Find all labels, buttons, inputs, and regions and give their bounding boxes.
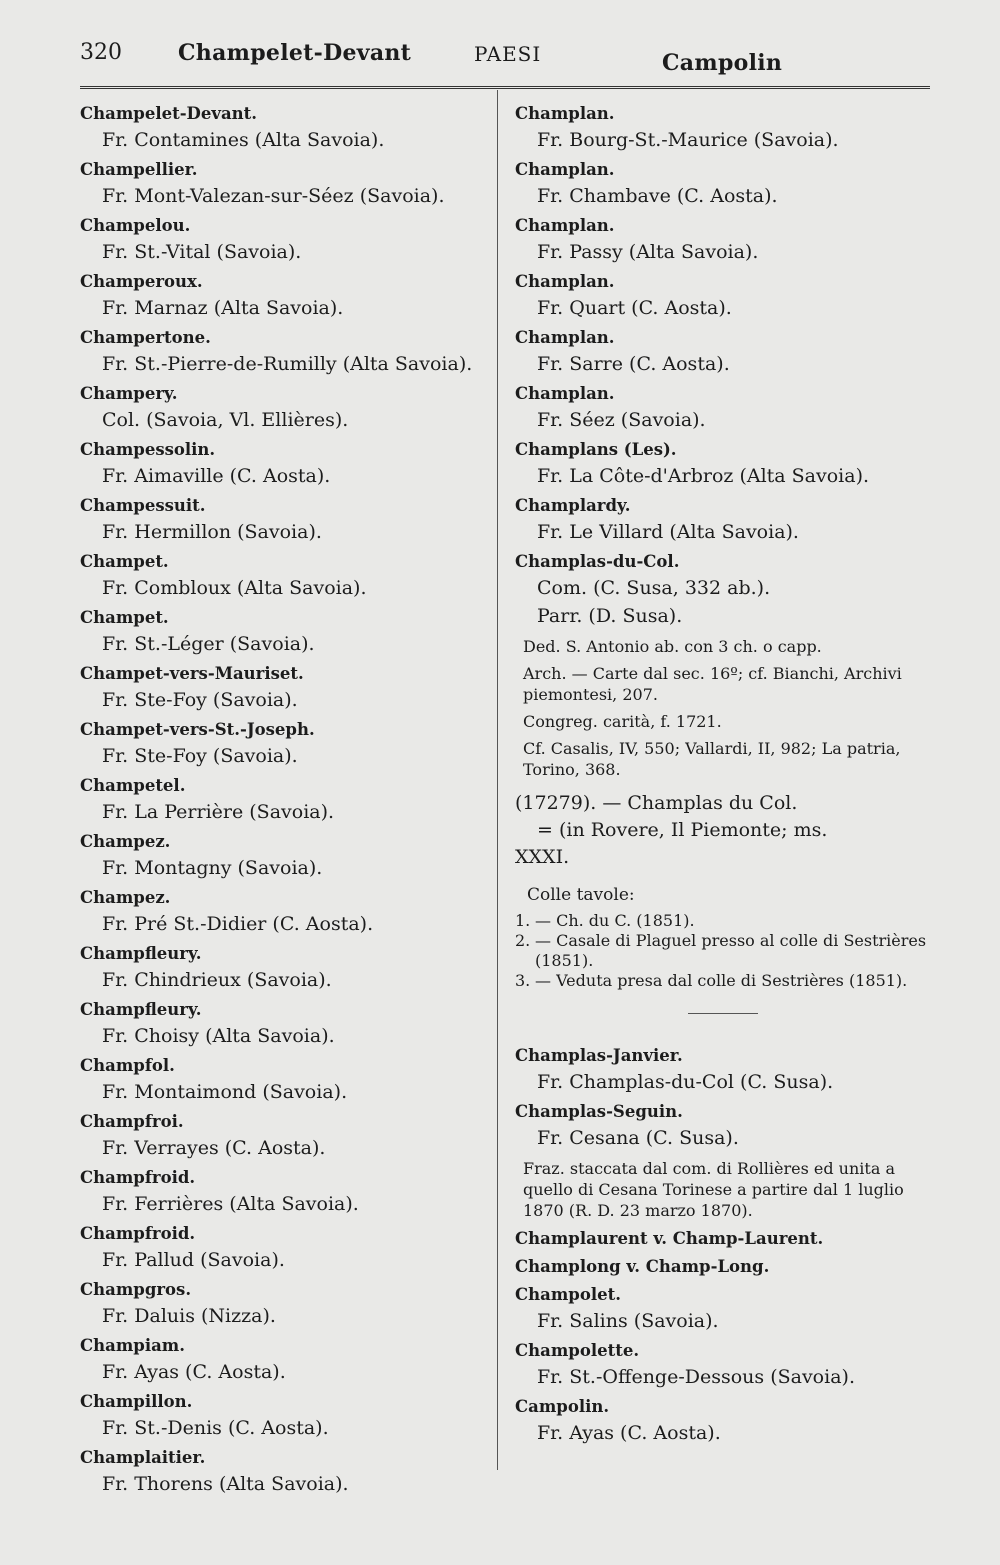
entry-name: Champetel.	[80, 776, 186, 795]
tavola-item	[515, 911, 930, 931]
entry-name: Champfroid.	[80, 1168, 196, 1187]
entry-name: Champlan.	[515, 384, 615, 403]
entry-name: Champellier.	[80, 160, 198, 179]
column-divider	[497, 90, 498, 1470]
entry-detail: Fr. Daluis (Nizza).	[102, 1305, 276, 1327]
gazetteer-entry	[80, 606, 495, 658]
gazetteer-entry	[80, 1222, 495, 1274]
gazetteer-entry	[80, 1446, 495, 1498]
gazetteer-entry	[515, 494, 930, 546]
entry-name: Champiam.	[80, 1336, 185, 1355]
gazetteer-entry	[80, 1334, 495, 1386]
right-column	[515, 102, 930, 1451]
entry-name: Champlong v. Champ-Long.	[515, 1257, 770, 1276]
gazetteer-entry	[515, 1339, 930, 1391]
tavola-text: — Casale di Plaguel presso al colle di Sestrières (1851).	[535, 931, 927, 970]
header-rule	[80, 86, 930, 89]
gazetteer-entry	[80, 214, 495, 266]
header-section-title: PAESI	[474, 42, 542, 66]
entry-detail: Fr. Ferrières (Alta Savoia).	[102, 1193, 359, 1215]
gazetteer-entry	[80, 942, 495, 994]
gazetteer-entry	[80, 550, 495, 602]
entry-detail: Fr. Hermillon (Savoia).	[102, 521, 322, 543]
gazetteer-entry	[515, 1044, 930, 1096]
entry-name: Champlas-Janvier.	[515, 1046, 683, 1065]
gazetteer-entry	[515, 382, 930, 434]
entry-detail: Fr. St.-Denis (C. Aosta).	[102, 1417, 329, 1439]
gazetteer-entry	[80, 102, 495, 154]
gazetteer-entry	[80, 158, 495, 210]
gazetteer-entry	[80, 1166, 495, 1218]
entry-name: Champelou.	[80, 216, 191, 235]
entry-name: Champet-vers-St.-Joseph.	[80, 720, 315, 739]
entry-detail: Fr. Choisy (Alta Savoia).	[102, 1025, 335, 1047]
entry-detail: Fr. Chambave (C. Aosta).	[537, 185, 778, 207]
gazetteer-entry	[515, 1227, 930, 1251]
reference-line: = (in Rovere, Il Piemonte; ms.	[537, 819, 828, 841]
gazetteer-entry	[80, 382, 495, 434]
entry-name: Champessolin.	[80, 440, 216, 459]
reference-line: XXXI.	[515, 846, 570, 868]
entry-note: Arch. — Carte dal sec. 16º; cf. Bianchi, Archivi piemontesi, 207.	[523, 664, 902, 704]
entry-name: Champfleury.	[80, 944, 202, 963]
entry-name: Champolette.	[515, 1341, 640, 1360]
gazetteer-entry	[80, 438, 495, 490]
entry-name: Champelet-Devant.	[80, 104, 257, 123]
entry-name: Champfroid.	[80, 1224, 196, 1243]
entry-name: Champlans (Les).	[515, 440, 677, 459]
entry-detail: Fr. Verrayes (C. Aosta).	[102, 1137, 326, 1159]
gazetteer-entry	[80, 662, 495, 714]
entry-detail: Fr. St.-Offenge-Dessous (Savoia).	[537, 1366, 855, 1388]
gazetteer-entry	[515, 438, 930, 490]
entry-detail: Fr. Contamines (Alta Savoia).	[102, 129, 385, 151]
entry-detail: Fr. La Côte-d'Arbroz (Alta Savoia).	[537, 465, 870, 487]
entry-note: Cf. Casalis, IV, 550; Vallardi, II, 982; La patria, Torino, 368.	[523, 739, 901, 779]
entry-detail: Fr. Pré St.-Didier (C. Aosta).	[102, 913, 374, 935]
entry-detail: Fr. St.-Pierre-de-Rumilly (Alta Savoia).	[102, 353, 473, 375]
entry-detail: Fr. Montaimond (Savoia).	[102, 1081, 348, 1103]
gazetteer-entry	[515, 1283, 930, 1335]
gazetteer-entry	[515, 1255, 930, 1279]
entry-name: Champlan.	[515, 216, 615, 235]
gazetteer-entry	[80, 886, 495, 938]
entry-name: Campolin.	[515, 1397, 610, 1416]
entry-detail: Fr. Champlas-du-Col (C. Susa).	[537, 1071, 834, 1093]
entry-detail: Fr. Quart (C. Aosta).	[537, 297, 732, 319]
gazetteer-entry	[80, 1110, 495, 1162]
gazetteer-entry	[80, 830, 495, 882]
entry-name: Champlas-du-Col.	[515, 552, 680, 571]
entry-detail: Fr. Montagny (Savoia).	[102, 857, 323, 879]
entry-name: Champertone.	[80, 328, 211, 347]
entry-detail: Fr. St.-Léger (Savoia).	[102, 633, 315, 655]
entry-detail: Fr. Bourg-St.-Maurice (Savoia).	[537, 129, 839, 151]
gazetteer-entry	[80, 1390, 495, 1442]
entry-note: Fraz. staccata dal com. di Rollières ed unita a quello di Cesana Torinese a partire dal 1 luglio 1870 (R. D. 23 marzo 1870).	[523, 1159, 904, 1220]
entry-name: Champlaitier.	[80, 1448, 206, 1467]
gazetteer-entry	[80, 1054, 495, 1106]
gazetteer-entry	[80, 998, 495, 1050]
tavola-item	[515, 971, 930, 991]
entry-name: Champessuit.	[80, 496, 206, 515]
tavola-number: 1.	[515, 911, 531, 930]
entry-detail: Fr. Pallud (Savoia).	[102, 1249, 285, 1271]
entry-name: Champet.	[80, 608, 169, 627]
entry-detail: Fr. Combloux (Alta Savoia).	[102, 577, 367, 599]
entry-detail: Fr. Ste-Foy (Savoia).	[102, 689, 298, 711]
entry-detail: Fr. Aimaville (C. Aosta).	[102, 465, 331, 487]
left-column	[80, 102, 495, 1502]
entry-detail: Fr. Marnaz (Alta Savoia).	[102, 297, 344, 319]
entry-name: Champfleury.	[80, 1000, 202, 1019]
entry-name: Champlas-Seguin.	[515, 1102, 683, 1121]
entry-detail: Com. (C. Susa, 332 ab.).	[537, 577, 771, 599]
entry-detail: Fr. Mont-Valezan-sur-Séez (Savoia).	[102, 185, 445, 207]
entry-note: Ded. S. Antonio ab. con 3 ch. o capp.	[523, 637, 822, 656]
entry-detail: Parr. (D. Susa).	[537, 605, 683, 627]
gazetteer-entry	[80, 1278, 495, 1330]
entry-name: Champez.	[80, 888, 171, 907]
entry-note: Congreg. carità, f. 1721.	[523, 712, 722, 731]
page-header	[80, 40, 930, 80]
entry-detail: Fr. La Perrière (Savoia).	[102, 801, 335, 823]
entry-detail: Fr. Ayas (C. Aosta).	[537, 1422, 721, 1444]
entry-detail: Col. (Savoia, Vl. Ellières).	[102, 409, 349, 431]
entry-detail: Fr. Sarre (C. Aosta).	[537, 353, 730, 375]
gazetteer-entry	[515, 1100, 930, 1221]
entry-name: Champet-vers-Mauriset.	[80, 664, 304, 683]
header-first-entry: Champelet-Devant	[178, 40, 412, 66]
entry-detail: Fr. Passy (Alta Savoia).	[537, 241, 759, 263]
gazetteer-entry	[515, 158, 930, 210]
tavola-number: 3.	[515, 971, 531, 990]
entry-name: Champeroux.	[80, 272, 203, 291]
entry-detail: Fr. St.-Vital (Savoia).	[102, 241, 302, 263]
entry-detail: Fr. Le Villard (Alta Savoia).	[537, 521, 799, 543]
entry-name: Champlaurent v. Champ-Laurent.	[515, 1229, 824, 1248]
entry-detail: Fr. Cesana (C. Susa).	[537, 1127, 739, 1149]
tavola-text: — Veduta presa dal colle di Sestrières (1851).	[535, 971, 908, 990]
page-number: 320	[80, 40, 122, 65]
gazetteer-entry	[80, 718, 495, 770]
gazetteer-entry	[80, 270, 495, 322]
gazetteer-entry	[80, 494, 495, 546]
entry-name: Champlan.	[515, 104, 615, 123]
gazetteer-entry	[80, 326, 495, 378]
entry-detail: Fr. Séez (Savoia).	[537, 409, 706, 431]
entry-detail: Fr. Chindrieux (Savoia).	[102, 969, 332, 991]
entry-name: Champgros.	[80, 1280, 192, 1299]
entry-name: Champfroi.	[80, 1112, 184, 1131]
entry-name: Champez.	[80, 832, 171, 851]
section-separator	[688, 1013, 758, 1014]
entry-name: Champlardy.	[515, 496, 631, 515]
entry-name: Champlan.	[515, 328, 615, 347]
entry-name: Champillon.	[80, 1392, 193, 1411]
gazetteer-entry	[515, 1395, 930, 1447]
entry-name: Champet.	[80, 552, 169, 571]
entry-detail: Fr. Ste-Foy (Savoia).	[102, 745, 298, 767]
header-last-entry: Campolin	[662, 50, 783, 76]
gazetteer-entry-champlas-du-col	[515, 550, 930, 991]
entry-name: Champolet.	[515, 1285, 621, 1304]
entry-name: Champlan.	[515, 272, 615, 291]
entry-name: Champlan.	[515, 160, 615, 179]
gazetteer-entry	[515, 102, 930, 154]
entry-detail: Fr. Thorens (Alta Savoia).	[102, 1473, 349, 1495]
gazetteer-entry	[515, 270, 930, 322]
entry-detail: Fr. Salins (Savoia).	[537, 1310, 719, 1332]
tavole-heading: Colle tavole:	[527, 885, 635, 905]
gazetteer-entry	[515, 326, 930, 378]
tavola-item	[515, 931, 930, 971]
tavola-text: — Ch. du C. (1851).	[535, 911, 695, 930]
gazetteer-entry	[515, 214, 930, 266]
entry-detail: Fr. Ayas (C. Aosta).	[102, 1361, 286, 1383]
reference-line: (17279). — Champlas du Col.	[515, 792, 798, 814]
gazetteer-entry	[80, 774, 495, 826]
entry-name: Champfol.	[80, 1056, 175, 1075]
entry-name: Champery.	[80, 384, 178, 403]
tavola-number: 2.	[515, 931, 531, 950]
